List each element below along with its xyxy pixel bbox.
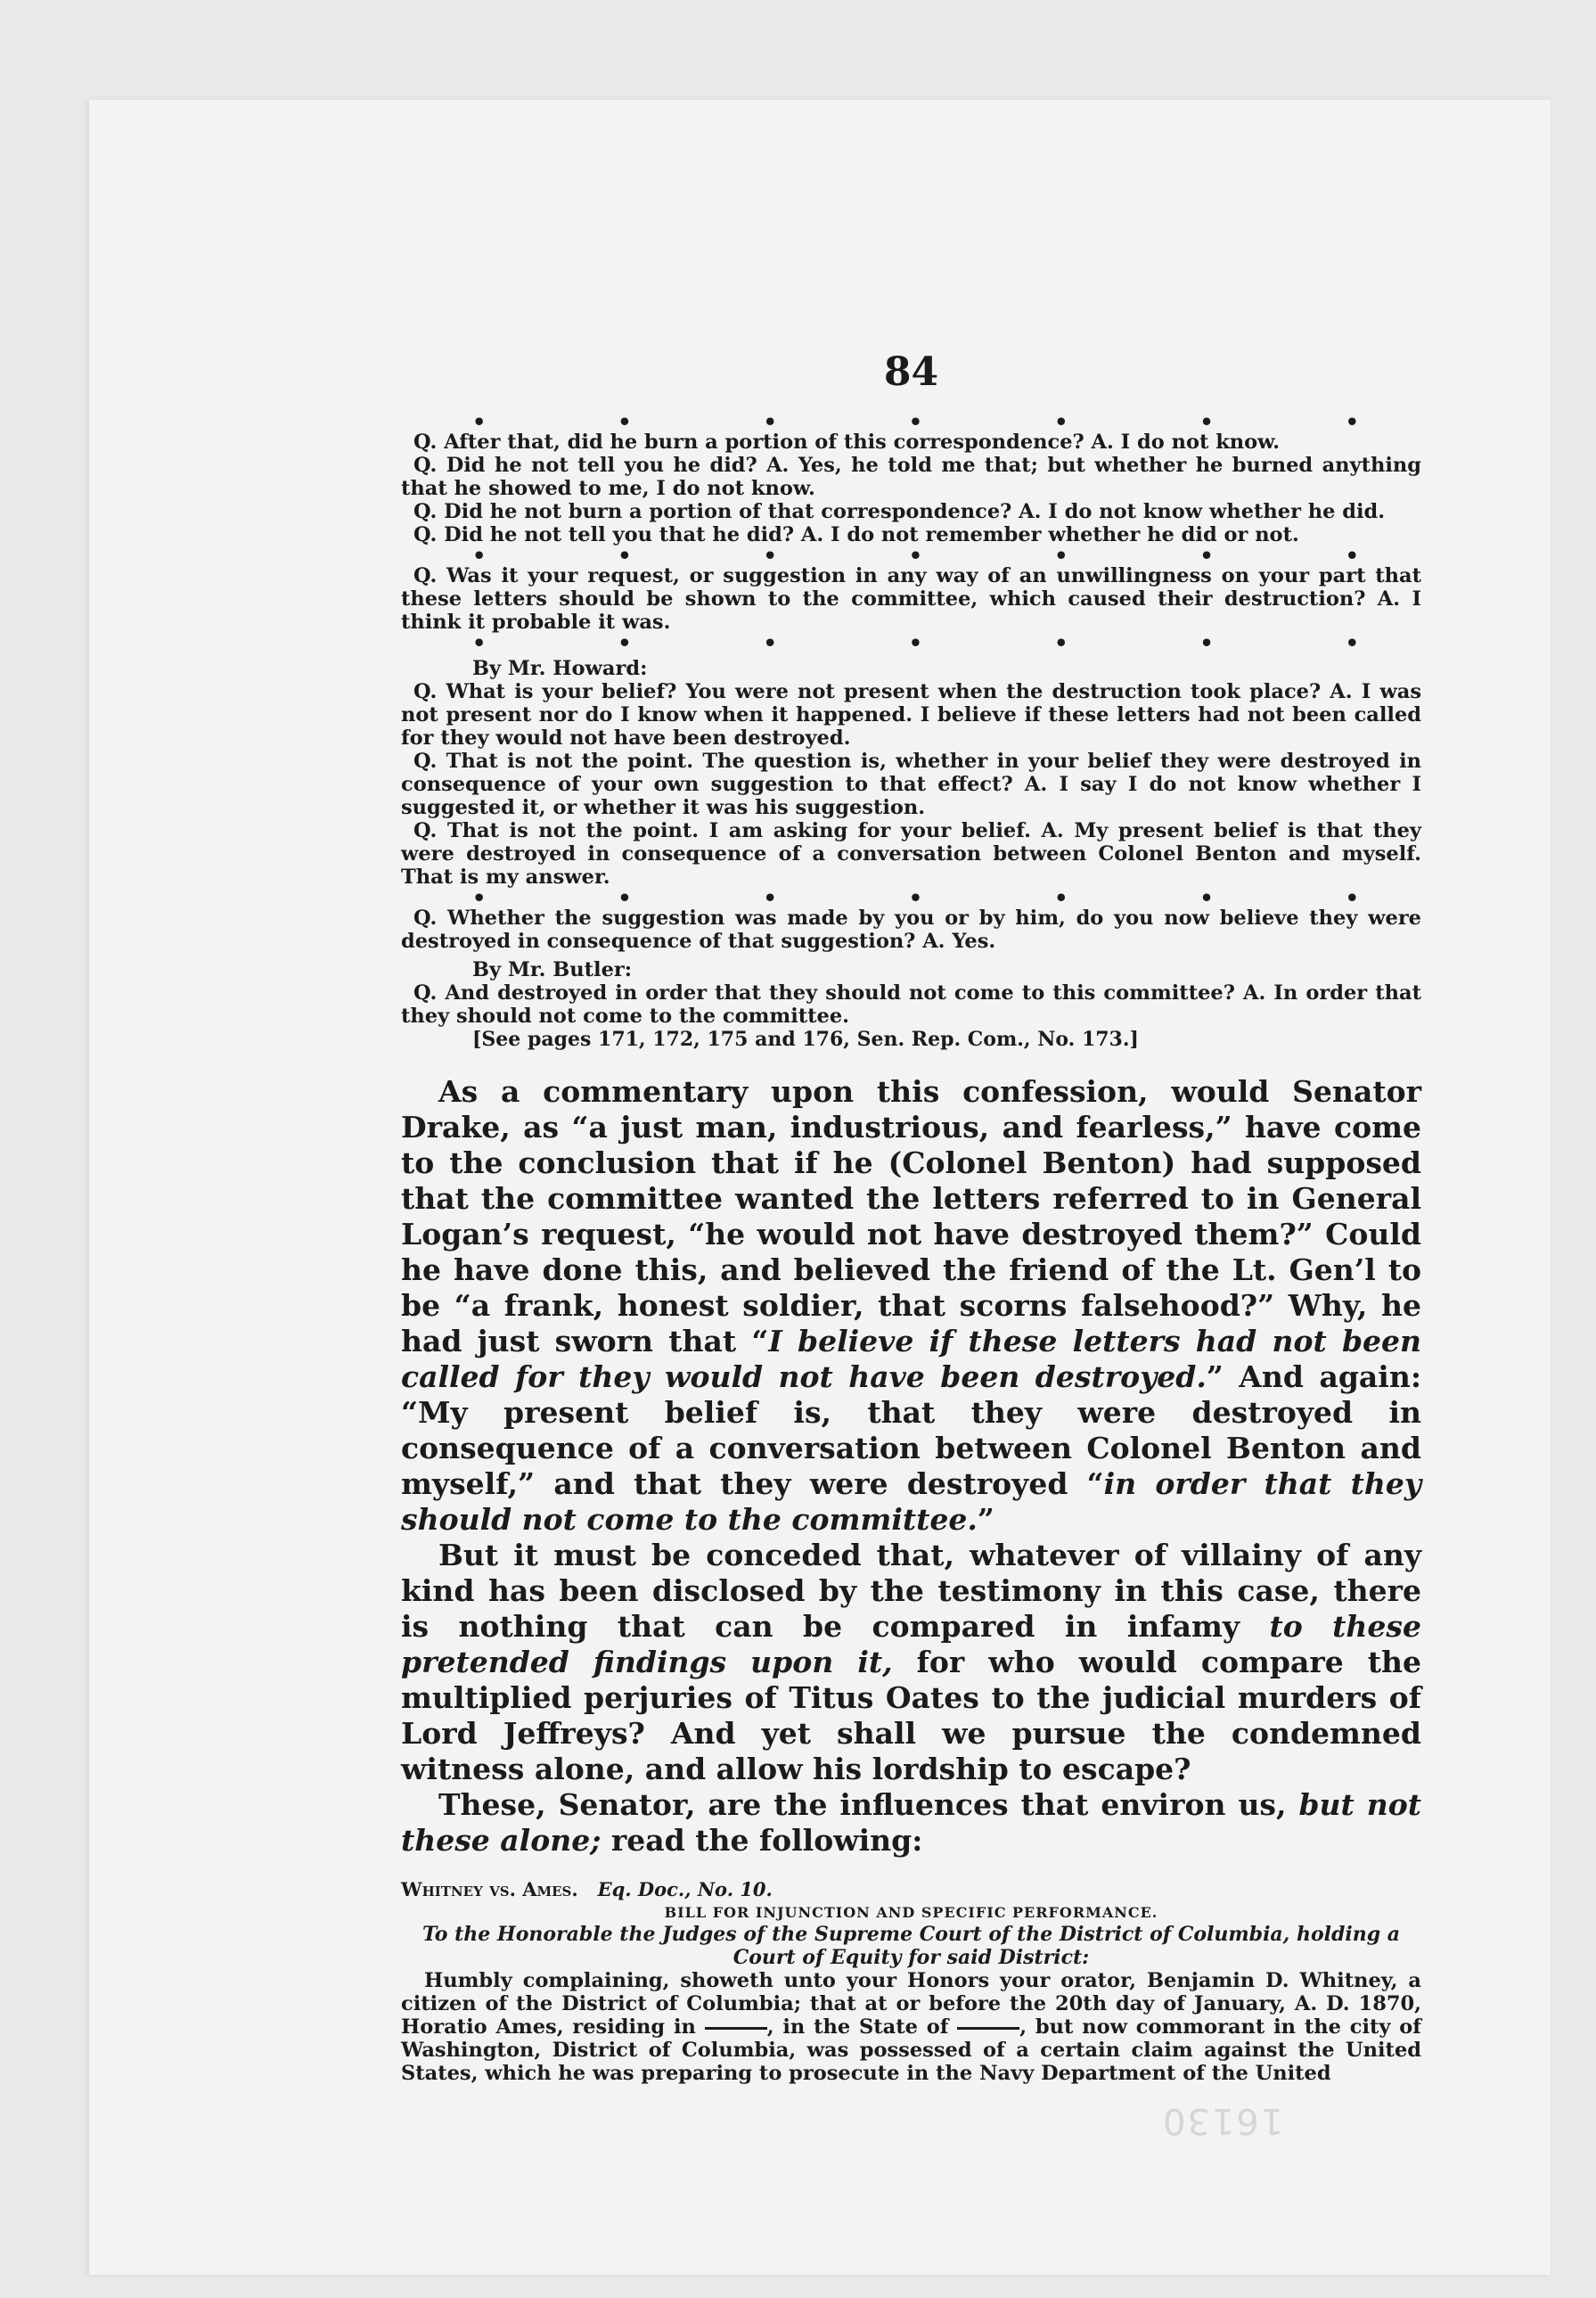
star-icon: • (618, 885, 632, 911)
star-icon: • (618, 409, 632, 435)
star-icon: • (763, 630, 777, 656)
star-icon: • (1054, 630, 1068, 656)
ellipsis-stars (401, 543, 1421, 569)
blank-line (957, 2027, 1019, 2030)
page-number: 84 (883, 349, 939, 395)
star-icon: • (618, 543, 632, 569)
case-caption (401, 1878, 1421, 1900)
star-icon: • (908, 885, 923, 911)
qa-line: Q. Was it your request, or suggestion in any way of an unwillingness on your part that these letters should be shown to the committee, which caused their destruction? A. I think it probable it was. (401, 564, 1421, 634)
qa-line: Q. What is your belief? You were not present when the destruction took place? A. I was not present nor do I know when it happened. I believe if these letters had not been called for they would not have been destroyed. (401, 680, 1421, 750)
archive-stamp: 16130 (1160, 2100, 1283, 2141)
star-icon: • (1199, 543, 1214, 569)
star-icon: • (1345, 543, 1359, 569)
qa-line: Q. That is not the point. I am asking for your belief. A. My present belief is that they were destroyed in consequence of a conversation between Colonel Benton and myself. That is my answer. (401, 819, 1421, 889)
star-icon: • (472, 543, 487, 569)
qa-line: Q. And destroyed in order that they should not come to this committee? A. In order that they should not come to the committee. (401, 981, 1421, 1028)
petition-paragraph: Humbly complaining, showeth unto your Honors your orator, Benjamin D. Whitney, a citizen of the District of Columbia; that at or before the 20th day of January, A. D. 1870, Horatio Ames, residing in , in the State of , but now commorant in the city of Washington, District of Columbia, was possessed of a certain claim against the United States, which he was preparing to prosecute in the Navy Department of the United (401, 1969, 1421, 2085)
star-icon: • (472, 885, 487, 911)
star-icon: • (908, 409, 923, 435)
star-icon: • (472, 409, 487, 435)
star-icon: • (763, 543, 777, 569)
star-icon: • (763, 885, 777, 911)
star-icon: • (1054, 543, 1068, 569)
star-icon: • (763, 409, 777, 435)
star-icon: • (472, 630, 487, 656)
qa-line: Q. Did he not tell you he did? A. Yes, he told me that; but whether he burned anything that he showed to me, I do not know. (401, 454, 1421, 500)
qa-line: Q. Whether the suggestion was made by you or by him, do you now believe they were destroyed in consequence of that suggestion? A. Yes. (401, 907, 1421, 953)
star-icon: • (1199, 885, 1214, 911)
qa-line: Q. Did he not burn a portion of that correspondence? A. I do not know whether he did. (413, 500, 1386, 523)
star-icon: • (1345, 885, 1359, 911)
star-icon: • (1345, 409, 1359, 435)
bill-title: BILL FOR INJUNCTION AND SPECIFIC PERFORMANCE. (664, 1904, 1158, 1921)
star-icon: • (1199, 630, 1214, 656)
star-icon: • (1054, 885, 1068, 911)
ellipsis-stars (401, 885, 1421, 911)
qa-line: Q. That is not the point. The question is, whether in your belief they were destroyed in consequence of your own suggestion to that effect? A. I say I do not know whether I suggested it, or whether it was his suggestion. (401, 750, 1421, 819)
commentary-paragraph: But it must be conceded that, whatever of villainy of any kind has been disclosed by the testimony in this case, there is nothing that can be compared in infamy to these pretended findings upon it, for who would compare the multiplied perjuries of Titus Oates to the judicial murders of Lord Jeffreys? And yet shall we pursue the condemned witness alone, and allow his lordship to escape? (401, 1538, 1421, 1786)
blank-line (705, 2027, 767, 2030)
star-icon: • (908, 630, 923, 656)
star-icon: • (1199, 409, 1214, 435)
citation: [See pages 171, 172, 175 and 176, Sen. Rep. Com., No. 173.] (472, 1028, 1139, 1051)
star-icon: • (618, 630, 632, 656)
court-address: To the Honorable the Judges of the Supreme Court of the District of Columbia, holding a Court of Equity for said District: (422, 1923, 1401, 1969)
testimony-block (401, 431, 1421, 1051)
case-doc: Eq. Doc., No. 10. (597, 1878, 773, 1900)
document-page (89, 100, 1551, 2275)
commentary-paragraph: As a commentary upon this confession, would Senator Drake, as “a just man, industrious, and fearless,” have come to the conclusion that if he (Colonel Benton) had supposed that the committee wanted the letters referred to in General Logan’s request, “he would not have destroyed them?” Could he have done this, and believed the friend of the Lt. Gen’l to be “a frank, honest soldier, that scorns falsehood?” Why, he had just sworn that “I believe if these letters had not been called for they would not have been destroyed.” And again: “My present belief is, that they were destroyed in consequence of a conversation between Colonel Benton and myself,” and that they were destroyed “in order that they should not come to the committee.” (401, 1074, 1422, 1537)
star-icon: • (908, 543, 923, 569)
commentary-paragraph: These, Senator, are the influences that environ us, but not these alone; read the following: (401, 1787, 1422, 1858)
examiner-heading: By Mr. Butler: (472, 958, 633, 981)
qa-line: Q. After that, did he burn a portion of this correspondence? A. I do not know. (413, 431, 1281, 454)
case-parties: Whitney vs. Ames. (401, 1878, 578, 1900)
petition (401, 1969, 1421, 2085)
text-column (401, 349, 1421, 2085)
star-icon: • (1054, 409, 1068, 435)
ellipsis-stars (401, 409, 1421, 435)
examiner-heading: By Mr. Howard: (472, 657, 648, 680)
star-icon: • (1345, 630, 1359, 656)
qa-line: Q. Did he not tell you that he did? A. I do not remember whether he did or not. (413, 523, 1299, 546)
commentary (401, 1074, 1421, 1859)
ellipsis-stars (401, 630, 1421, 656)
